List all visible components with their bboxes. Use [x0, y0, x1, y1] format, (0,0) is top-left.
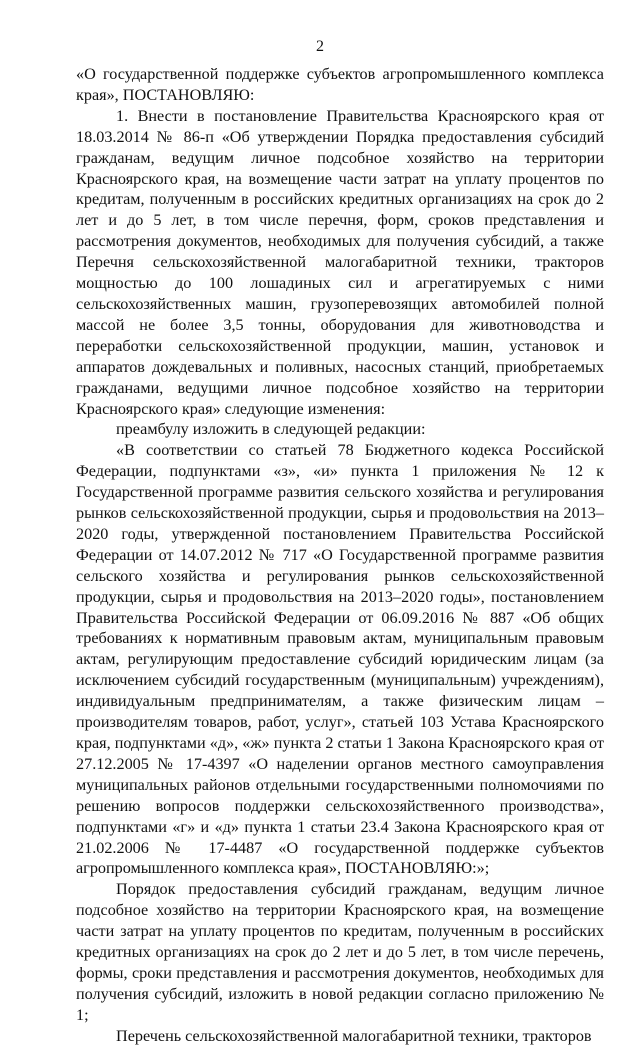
document-body: [76, 64, 604, 1047]
paragraph: 1. Внести в постановление Правительства Красноярского края от 18.03.2014 № 86-п «Об утверждении Порядка предоставления субсидий гражданам, ведущим личное подсобное хозяйство на территории Красноярского края, на возмещение части затрат на уплату процентов по кредитам, полученным в российских кредитных организациях на срок до 2 лет и до 5 лет, в том числе перечня, форм, сроков представления и рассмотрения документов, необходимых для получения субсидий, а также Перечня сельскохозяйственной малогабаритной техники, тракторов мощностью до 100 лошадиных сил и агрегатируемых с ними сельскохозяйственных машин, грузоперевозящих автомобилей полной массой не более 3,5 тонны, оборудования для животноводства и переработки сельскохозяйственной продукции, машин, установок и аппаратов дождевальных и поливных, насосных станций, приобретаемых гражданами, ведущими личное подсобное хозяйство на территории Красноярского края» следующие изменения:: [76, 106, 604, 418]
paragraph: «В соответствии со статьей 78 Бюджетного кодекса Российской Федерации, подпунктами «з», «и» пункта 1 приложения № 12 к Государственной программе развития сельского хозяйства и регулирования рынков сельскохозяйственной продукции, сырья и продовольствия на 2013–2020 годы, утвержденной постановлением Правительства Российской Федерации от 14.07.2012 № 717 «О Государственной программе развития сельского хозяйства и регулирования рынков сельскохозяйственной продукции, сырья и продовольствия на 2013–2020 годы», постановлением Правительства Российской Федерации от 06.09.2016 № 887 «Об общих требованиях к нормативным правовым актам, муниципальным правовым актам, регулирующим предоставление субсидий юридическим лицам (за исключением субсидий государственным (муниципальным) учреждениям), индивидуальным предпринимателям, а также физическим лицам – производителям товаров, работ, услуг», статьей 103 Устава Красноярского края, подпунктами «д», «ж» пункта 2 статьи 1 Закона Красноярского края от 27.12.2005 № 17-4397 «О наделении органов местного самоуправления муниципальных районов отдельными государственными полномочиями по решению вопросов поддержки сельскохозяйственного производства», подпунктами «г» и «д» пункта 1 статьи 23.4 Закона Красноярского края от 21.02.2006 № 17-4487 «О государственной поддержке субъектов агропромышленного комплекса края», ПОСТАНОВЛЯЮ:»;: [76, 441, 604, 878]
paragraph: преамбулу изложить в следующей редакции:: [116, 420, 426, 439]
paragraph: Порядок предоставления субсидий гражданам, ведущим личное подсобное хозяйство на территории Красноярского края, на возмещение части затрат на уплату процентов по кредитам, полученным в российских кредитных организациях на срок до 2 лет и до 5 лет, в том числе перечень, формы, сроки представления и рассмотрения документов, необходимых для получения субсидий, изложить в новой редакции согласно приложению № 1;: [76, 880, 604, 1024]
page-number: 2: [316, 38, 324, 55]
paragraph: Перечень сельскохозяйственной малогабаритной техники, тракторов: [116, 1026, 592, 1045]
paragraph: «О государственной поддержке субъектов агропромышленного комплекса края», ПОСТАНОВЛЯЮ:: [76, 65, 604, 104]
